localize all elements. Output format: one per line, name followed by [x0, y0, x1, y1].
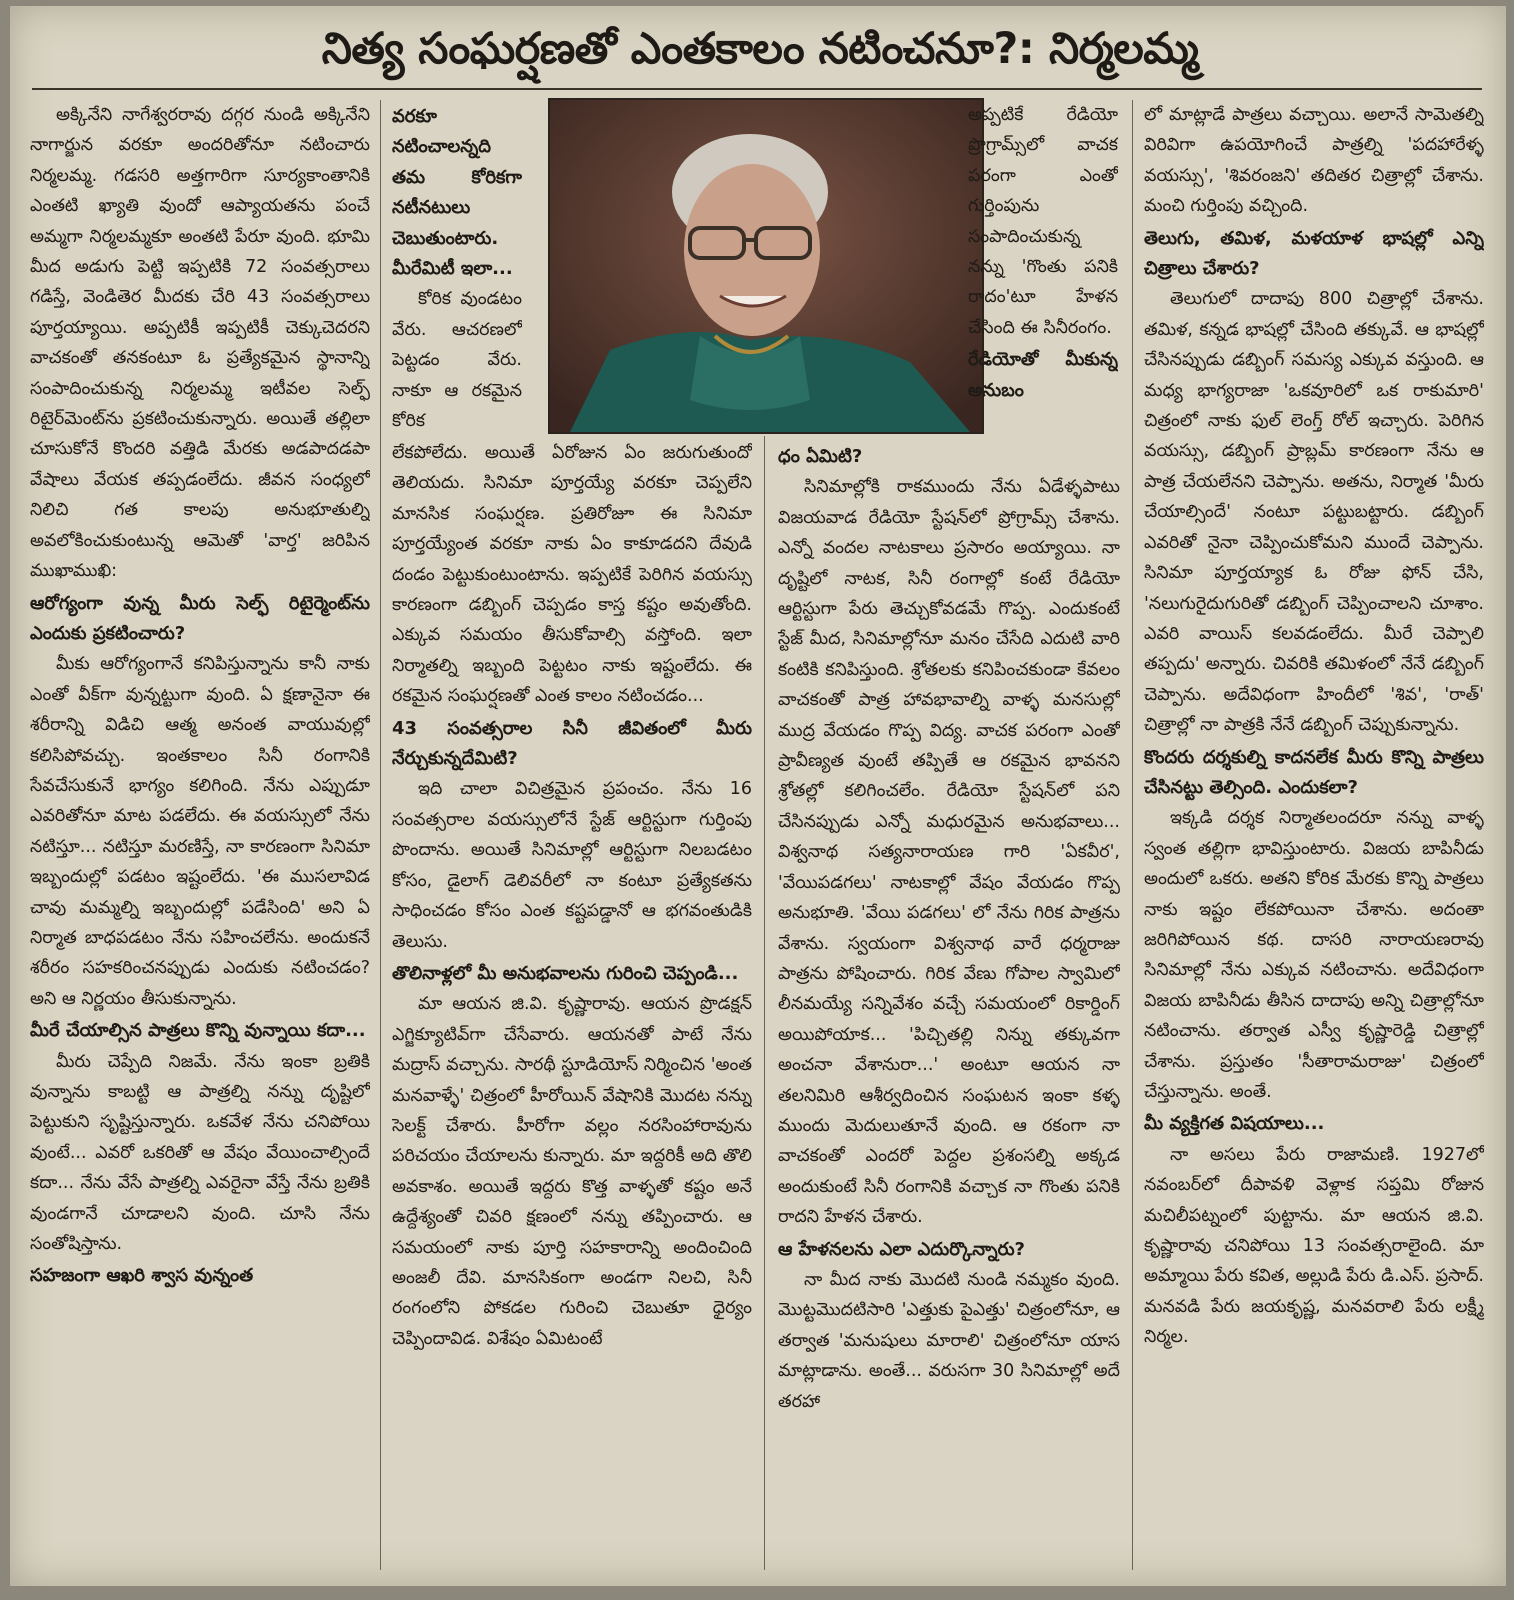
article-paragraph: లేకపోలేదు. అయితే ఏరోజున ఏం జరుగుతుందో తెలియదు. సినిమా పూర్తయ్యే వరకూ చెప్పలేని మానసిక సంఘర్షణ. ప్రతిరోజూ ఈ సినిమా పూర్తయ్యేంత వరకూ నాకు ఏం కాకూడదని దేవుడి దండం పెట్టుకుంటుంటాను. ఇప్పటికే పెరిగిన వయస్సు కారణంగా డబ్బింగ్ చెప్పడం కాస్త కష్టం అవుతోంది. ఎక్కువ సమయం తీసుకోవాల్సి వస్తోంది. ఇలా నిర్మాతల్ని ఇబ్బంది పెట్టటం నాకు ఇష్టంలేదు. ఈ రకమైన సంఘర్షణతో ఎంత కాలం నటించడం... — [392, 443, 752, 707]
interview-question: ధం ఏమిటి? — [778, 446, 863, 467]
article-paragraph: మీరు చెప్పేది నిజమే. నేను ఇంకా బ్రతికి వున్నాను కాబట్టి ఆ పాత్రల్ని నన్ను దృష్టిలో పెట్టుకుని సృష్టిస్తున్నారు. ఒకవేళ నేను చనిపోయి వుంటే... ఎవరో ఒకరితో ఆ వేషం వేయించాల్సిందే కదా... నేను వేసే పాత్రల్ని ఎవరైనా వేస్తే నేను బ్రతికి వుండగానే చూడాలని వుంది. చూసి నేను సంతోషిస్తాను. — [30, 1051, 370, 1255]
interview-question: ఆరోగ్యంగా వున్న మీరు సెల్ఫ్ రిటైర్మెంట్‌ను ఎందుకు ప్రకటించారు? — [30, 592, 370, 644]
column-divider — [1132, 100, 1133, 1570]
headline: నిత్య సంఘర్షణతో ఎంతకాలం నటించనూ?: నిర్మలమ్మ — [321, 24, 1199, 74]
article-paragraph: కోరిక వుండటం వేరు. ఆచరణలో పెట్టడం వేరు. నాకూ ఆ రకమైన కోరిక — [392, 289, 522, 432]
column-3 — [778, 440, 1120, 1572]
headline-rule — [32, 88, 1482, 90]
interview-question: వరకూ నటించాలన్నది తమ కోరికగా నటీనటులు చెబుతుంటారు. మీరేమిటీ ఇలా... — [392, 106, 522, 280]
interview-question: మీరే చేయాల్సిన పాత్రలు కొన్ని వున్నాయి కదా... — [30, 1020, 366, 1042]
article-paragraph: మా ఆయన జి.వి. కృష్ణారావు. ఆయన ప్రొడక్షన్ ఎగ్జిక్యూటివ్‌గా చేసేవారు. ఆయనతో పాటే నేను మద్రాస్ వచ్చాను. సారథీ స్టూడియోస్ నిర్మించిన 'అంత మనవాళ్ళే' చిత్రంలో హీరోయిన్ వేషానికి మొదట నన్ను సెలక్ట్ చేశారు. హీరోగా వల్లం నరసింహారావును పరిచయం చేయాలను కున్నారు. మా ఇద్దరికీ అది తొలి అవకాశం. అయితే ఇద్దరు కొత్త వాళ్ళతో కష్టం అనే ఉద్దేశ్యంతో చివరి క్షణంలో నన్ను తప్పించారు. ఆ సమయంలో నాకు పూర్తి సహకారాన్ని అందించింది అంజలీ దేవి. మానసికంగా అండగా నిలచి, సినీ రంగంలోని పోకడల గురించి చెబుతూ ధైర్యం చెప్పిందావిడ. విశేషం ఏమిటంటే — [392, 994, 752, 1349]
article-paragraph: నా మీద నాకు మొదటి నుండి నమ్మకం వుంది. మొట్టమొదటిసారి 'ఎత్తుకు పైఎత్తు' చిత్రంలోనూ, ఆ తర్వాత 'మనుషులు మారాలి' చిత్రంలోనూ యాస మాట్లాడాను. అంతే... వరుసగా 30 సినిమాల్లో అదే తరహా — [778, 1269, 1120, 1412]
interview-question: రేడియోతో మీకున్న అనుబం — [968, 349, 1118, 401]
interview-question: మీ వ్యక్తిగత విషయాలు... — [1144, 1113, 1325, 1135]
article-paragraph: సినిమాల్లోకి రాకముందు నేను ఏడేళ్ళపాటు విజయవాడ రేడియో స్టేషన్‌లో ప్రోగ్రామ్స్ చేశాను. ఎన్నో వందల నాటకాలు ప్రసారం అయ్యాయి. నా దృష్టిలో నాటక, సినీ రంగాల్లో కంటే రేడియో ఆర్టిస్టుగా పేరు తెచ్చుకోవడమే గొప్ప. ఎందుకంటే స్టేజ్ మీద, సినిమాల్లోనూ మనం చేసేది ఎదుటి వారి కంటికి కనిపిస్తుంది. శ్రోతలకు కనిపించకుండా కేవలం వాచకంతో పాత్ర హావభావాల్ని వాళ్ళ మనసుల్లో ముద్ర వేయడం గొప్ప విద్య. వాచక పరంగా ఎంతో ప్రావీణ్యత వుంటే తప్పితే ఆ రకమైన భావనని శ్రోతల్లో కలిగించలేం. రేడియో స్టేషన్‌లో పని చేసినప్పుడు ఎన్నో మధురమైన అనుభవాలు... విశ్వనాథ సత్యనారాయణ గారి 'ఏకవీర', 'వేయిపడగలు' నాటకాల్లో వేషం వేయడం గొప్ప అనుభూతి. 'వేయి పడగలు' లో నేను గిరిక పాత్రను వేశాను. స్వయంగా విశ్వనాథ వారే ధర్మరాజు పాత్రను పోషించారు. గిరిక వేణు గోపాల స్వామిలో లీనమయ్యే సన్నివేశం వచ్చే సమయంలో రికార్డింగ్ అయిపోయాక... 'పిచ్చితల్లి నిన్ను తక్కువగా అంచనా వేశానురా...' అంటూ ఆయన నా తలనిమిరి ఆశీర్వదించిన సంఘటన ఇంకా కళ్ళ ముందు మెదులుతూనే వుంది. ఆ రకంగా నా వాచకంతో ఎందరో పెద్దల ప్రశంసల్ని అక్కడ అందుకుంటే సినీ రంగానికి వచ్చాక నా గొంతు పనికి రాదని హేళన చేశారు. — [778, 477, 1120, 1228]
interview-question: సహజంగా ఆఖరి శ్వాస వున్నంత — [30, 1265, 254, 1287]
newspaper-clipping — [10, 6, 1506, 1586]
column-2 — [392, 438, 752, 1572]
interview-question: ఆ హేళనలను ఎలా ఎదుర్కొన్నారు? — [778, 1238, 1025, 1260]
interview-question: తెలుగు, తమిళ, మళయాళ భాషల్లో ఎన్ని చిత్రాలు చేశారు? — [1144, 227, 1484, 280]
article-paragraph: మీకు ఆరోగ్యంగానే కనిపిస్తున్నాను కానీ నాకు ఎంతో వీక్‌గా వున్నట్టుగా వుంది. ఏ క్షణానైనా ఈ శరీరాన్ని విడిచి ఆత్మ అనంత వాయువుల్లో కలిసిపోవచ్చు. ఇంతకాలం సినీ రంగానికి సేవచేసుకునే భాగ్యం కలిగింది. నేను ఎప్పుడూ ఎవరితోనూ మాట పడలేదు. ఈ వయస్సులో నేను నటిస్తూ... నటిస్తూ మరణిస్తే, నా కారణంగా సినిమా ఇబ్బందుల్లో పడటం ఇష్టంలేదు. 'ఈ ముసలావిడ చావు మమ్మల్ని ఇబ్బందుల్లో పడేసింది' అని ఏ నిర్మాత బాధపడటం నేను సహించలేను. అందుకనే శరీరం సహకరించనప్పుడు ఎందుకు నటించడం? అని ఆ నిర్ణయం తీసుకున్నాను. — [30, 654, 370, 1009]
article-paragraph: తెలుగులో దాదాపు 800 చిత్రాల్లో చేశాను. తమిళ, కన్నడ భాషల్లో చేసింది తక్కువే. ఆ భాషల్లో చేసినప్పుడు డబ్బింగ్ సమస్య ఎక్కువ వస్తుంది. ఆ మధ్య భాగ్యరాజా 'ఒకవూరిలో ఒక రాకుమారి' చిత్రంలో నాకు ఫుల్ లెంగ్త్ రోల్ ఇచ్చారు. పెరిగిన వయస్సు, డబ్బింగ్ ప్రాబ్లమ్ కారణంగా నేను ఆ పాత్ర చేయలేనని చెప్పాను. అతను, నిర్మాత 'మీరు చేయాల్సిందే' నంటూ పట్టుబట్టారు. డబ్బింగ్ ఎవరితో నైనా చెప్పించుకోమని ముందే చెప్పాను. సినిమా పూర్తయ్యాక ఓ రోజు ఫోన్ చేసి, 'నలుగురైదుగురితో డబ్బింగ్ చెప్పించాలని చూశాం. ఎవరి వాయిస్ కలవడంలేదు. మీరే చెప్పాలి తప్పదు' అన్నారు. చివరికి తమిళంలో నేనే డబ్బింగ్ చెప్పాను. అదేవిధంగా హిందీలో 'శివ', 'రాత్' చిత్రాల్లో నా పాత్రకి నేనే డబ్బింగ్ చెప్పుకున్నాను. — [1144, 289, 1484, 736]
column-divider — [764, 436, 765, 1570]
article-paragraph: లో మాట్లాడే పాత్రలు వచ్చాయి. అలానే సామెతల్ని విరివిగా ఉపయోగించే పాత్రల్ని 'పదహారేళ్ళ వయస్సు', 'శివరంజని' తదితర చిత్రాల్లో చేశాను. మంచి గుర్తింపు వచ్చింది. — [1144, 105, 1484, 217]
interview-question: తొలినాళ్లలో మీ అనుభవాలను గురించి చెప్పండి... — [392, 962, 739, 984]
column-3-top — [968, 100, 1118, 440]
article-paragraph: అప్పటికే రేడియో ప్రొగ్రామ్స్‌లో వాచక పరంగా ఎంతో గుర్తింపును సంపాదించుకున్న నన్ను 'గొంతు పనికి రాదం'టూ హేళన చేసింది ఈ సినీరంగం. — [968, 105, 1118, 338]
portrait-icon — [550, 100, 982, 432]
article-paragraph: ఇక్కడి దర్శక నిర్మాతలందరూ నన్ను వాళ్ళ స్వంత తల్లిగా భావిస్తుంటారు. విజయ బాపినీడు అందులో ఒకరు. అతని కోరిక మేరకు కొన్ని పాత్రలు నాకు ఇష్టం లేకపోయినా చేశాను. అదంతా జరిగిపోయిన కథ. దాసరి నారాయణరావు సినిమాల్లో నేను ఎక్కువ నటించాను. అదేవిధంగా విజయ బాపినీడు తీసిన దాదాపు అన్ని చిత్రాల్లోనూ నటించాను. తర్వాత ఎస్వీ కృష్ణారెడ్డి చిత్రాల్లో చేశాను. ప్రస్తుతం 'సీతారామరాజు' చిత్రంలో చేస్తున్నాను. అంతే. — [1144, 808, 1484, 1102]
article-paragraph: అక్కినేని నాగేశ్వరరావు దగ్గర నుండి అక్కినేని నాగార్జున వరకూ అందరితోనూ నటించారు నిర్మలమ్మ. గడసరి అత్తగారిగా సూర్యకాంతానికి ఎంతటి ఖ్యాతి వుందో ఆప్యాయతను పంచే అమ్మగా నిర్మలమ్మకూ అంతటి పేరూ వుంది. భూమి మీద అడుగు పెట్టి ఇప్పటికి 72 సంవత్సరాలు గడిస్తే, వెండితెర మీదకు చేరి 43 సంవత్సరాలు పూర్తయ్యాయి. అప్పటికీ ఇప్పటికీ చెక్కుచెదరని వాచకంతో తనకంటూ ఓ ప్రత్యేకమైన స్థానాన్ని సంపాదించుకున్న నిర్మలమ్మ ఇటీవల సెల్ఫ్ రిటైర్‌మెంట్‌ను ప్రకటించుకున్నారు. అయితే తల్లిలా చూసుకోనే కొందరి వత్తిడి మేరకు అడపాదడపా వేషాలు వేయక తప్పడంలేదు. జీవన సంధ్యలో నిలిచి గత కాలపు అనుభూతుల్ని అవలోకించుకుంటున్న ఆమెతో 'వార్త' జరిపిన ముఖాముఖి: — [30, 105, 370, 582]
interview-question: 43 సంవత్సరాల సినీ జీవితంలో మీరు నేర్చుకున్నదేమిటి? — [392, 717, 752, 770]
column-1 — [30, 100, 370, 1570]
article-paragraph: నా అసలు పేరు రాజామణి. 1927లో నవంబర్‌లో దీపావళి వెళ్లాక సప్తమి రోజున మచిలీపట్నంలో పుట్టాను. మా ఆయన జి.వి. కృష్ణారావు చనిపోయి 13 సంవత్సరాలైంది. మా అమ్మాయి పేరు కవిత, అల్లుడి పేరు డి.ఎస్. ప్రసాద్. మనవడి పేరు జయకృష్ణ, మనవరాలి పేరు లక్ష్మీ నిర్మల. — [1144, 1144, 1484, 1348]
column-4 — [1144, 100, 1484, 1570]
article-paragraph: ఇది చాలా విచిత్రమైన ప్రపంచం. నేను 16 సంవత్సరాల వయస్సులోనే స్టేజ్ ఆర్టిస్టుగా గుర్తింపు పొందాను. అయితే సినిమాల్లో ఆర్టిస్టుగా నిలబడటం కోసం, డైలాగ్ డెలివరీలో నా కంటూ ప్రత్యేకతను సాధించడం కోసం ఎంత కష్టపడ్డానో ఆ భగవంతుడికి తెలుసు. — [392, 779, 752, 952]
column-2-top — [392, 100, 522, 436]
column-divider — [380, 100, 381, 1570]
portrait-photo — [548, 98, 984, 434]
interview-question: కొందరు దర్శకుల్ని కాదనలేక మీరు కొన్ని పాత్రలు చేసినట్టు తెల్సింది. ఎందుకలా? — [1144, 746, 1484, 798]
